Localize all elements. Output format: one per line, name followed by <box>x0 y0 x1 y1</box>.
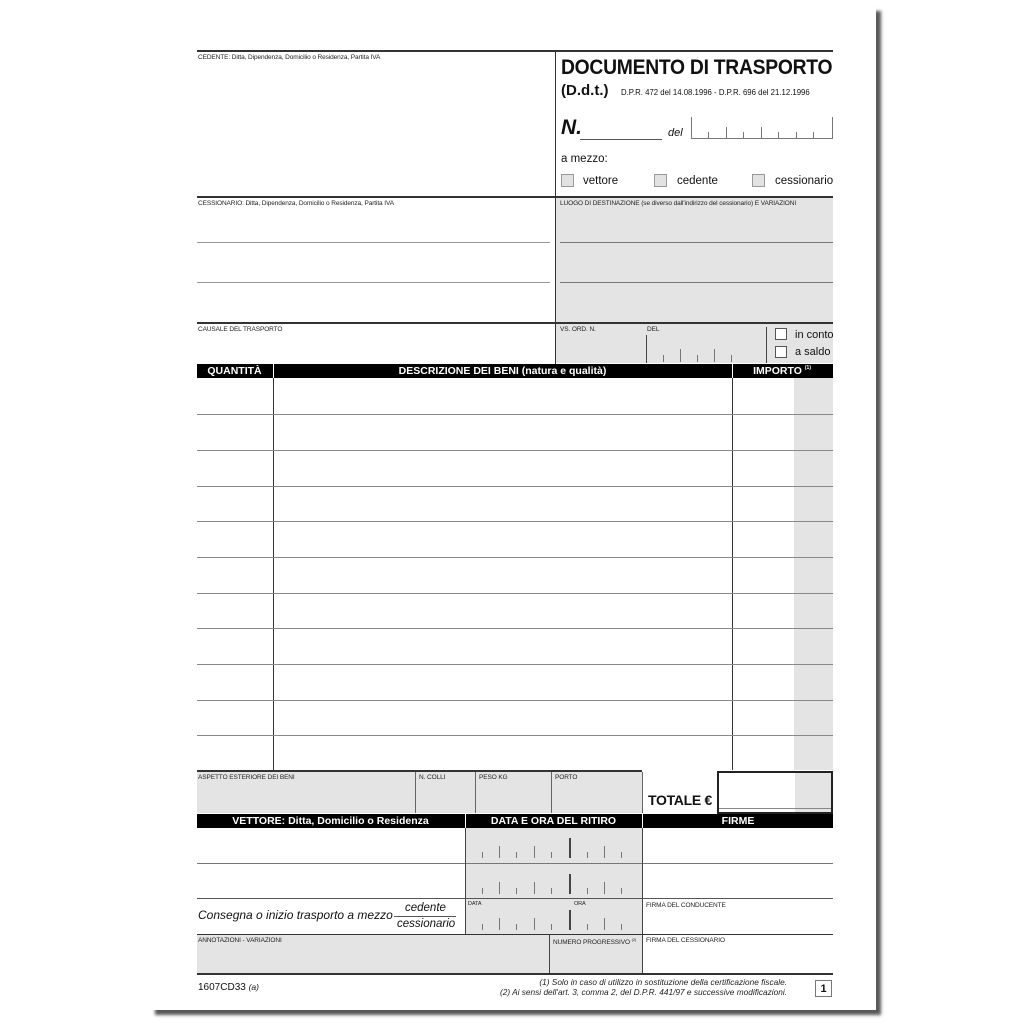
time-tick <box>621 852 622 858</box>
date-tick <box>482 924 483 930</box>
table-row[interactable] <box>197 665 833 700</box>
date-tick <box>731 355 732 362</box>
ritiro-header: DATA E ORA DEL RITIRO <box>466 814 641 828</box>
date-tick <box>534 882 535 894</box>
table-row[interactable] <box>197 487 833 521</box>
time-tick <box>587 888 588 894</box>
porto-label: PORTO <box>555 774 578 781</box>
table-row[interactable] <box>197 415 833 450</box>
number-input[interactable] <box>580 126 662 140</box>
number-label: N. <box>561 116 582 139</box>
order-number-label: VS. ORD. N. <box>560 326 596 333</box>
destinazione-line <box>560 282 833 283</box>
descrizione-column-header: DESCRIZIONE DEI BENI (natura e qualità) <box>274 364 731 378</box>
date-input[interactable] <box>691 117 833 139</box>
form-code-suffix: (a) <box>248 982 259 992</box>
importo-header-label: IMPORTO <box>753 365 802 377</box>
form-code <box>198 982 259 993</box>
aspetto-label: ASPETTO ESTERIORE DEI BENI <box>198 774 295 781</box>
numero-progressivo-text: NUMERO PROGRESSIVO <box>553 939 630 947</box>
consegna-datetime[interactable] <box>466 899 642 934</box>
date-tick <box>551 888 552 894</box>
firma-field-1[interactable] <box>643 828 833 863</box>
table-row[interactable] <box>197 701 833 735</box>
date-tick <box>813 132 814 138</box>
time-tick <box>587 852 588 858</box>
date-tick <box>778 132 779 138</box>
cedente-label: CEDENTE: Ditta, Dipendenza, Domicilio o Residenza, Partita IVA <box>198 54 381 61</box>
time-tick <box>587 924 588 930</box>
cessionario-option-label: cessionario <box>775 175 834 187</box>
transport-means-label: a mezzo: <box>561 153 608 165</box>
destinazione-label: LUOGO DI DESTINAZIONE (se diverso dall'indirizzo del cessionario) E VARIAZIONI <box>560 200 797 207</box>
vettore-checkbox[interactable] <box>561 174 574 187</box>
cessionario-line <box>197 282 550 283</box>
order-date-label: DEL <box>647 326 660 333</box>
page-number: 1 <box>815 980 832 997</box>
table-row[interactable] <box>197 558 833 593</box>
summary-divider <box>642 772 643 813</box>
firma-conducente-field[interactable] <box>643 899 833 934</box>
date-tick <box>551 852 552 858</box>
cessionario-field[interactable] <box>197 198 554 322</box>
footnote-2: (2) Ai sensi dell'art. 3, comma 2, del D.P.R. 441/97 e successive modificazioni. <box>499 987 787 997</box>
importo-column-header <box>733 364 833 378</box>
destinazione-line <box>560 242 833 243</box>
numero-progressivo-label <box>553 937 636 946</box>
colli-label: N. COLLI <box>419 774 446 781</box>
data-label: DATA <box>468 901 482 907</box>
totale-input[interactable] <box>717 771 833 814</box>
firma-conducente-label: FIRMA DEL CONDUCENTE <box>646 902 726 909</box>
date-time-separator <box>569 910 571 930</box>
cedente-checkbox[interactable] <box>654 174 667 187</box>
date-tick <box>680 349 681 362</box>
date-tick <box>482 852 483 858</box>
date-tick <box>663 355 664 362</box>
date-time-separator <box>569 838 571 858</box>
colli-field[interactable] <box>416 772 474 813</box>
cessionario-checkbox[interactable] <box>752 174 765 187</box>
totale-label: TOTALE € <box>648 792 712 808</box>
date-tick <box>499 846 500 858</box>
table-row[interactable] <box>197 594 833 628</box>
date-tick <box>499 882 500 894</box>
vettore-option-label: vettore <box>583 175 619 187</box>
cessionario-line <box>197 242 550 243</box>
importo-header-note: (1) <box>804 365 811 371</box>
date-tick <box>714 349 715 362</box>
time-tick <box>604 882 605 894</box>
causale-label: CAUSALE DEL TRASPORTO <box>198 326 283 333</box>
table-row[interactable] <box>197 451 833 486</box>
cessionario-label: CESSIONARIO: Ditta, Dipendenza, Domicilio o Residenza, Partita IVA <box>198 200 394 207</box>
in-conto-label: in conto <box>795 329 834 341</box>
quantita-column-header: QUANTITÀ <box>197 364 272 378</box>
a-saldo-label: a saldo <box>795 346 831 358</box>
date-tick <box>482 888 483 894</box>
date-tick <box>796 132 797 138</box>
date-time-separator <box>569 874 571 894</box>
ritiro-datetime-2[interactable] <box>466 864 642 898</box>
consegna-label: Consegna o inizio trasporto a mezzo <box>198 908 393 922</box>
date-tick <box>534 918 535 930</box>
time-tick <box>604 846 605 858</box>
cedente-option-label: cedente <box>677 175 718 187</box>
date-tick <box>551 924 552 930</box>
firma-cessionario-field[interactable] <box>643 935 833 973</box>
consegna-option-cedente[interactable]: cedente <box>405 902 446 914</box>
destinazione-field[interactable] <box>556 198 833 322</box>
date-tick <box>743 132 744 138</box>
firma-cessionario-label: FIRMA DEL CESSIONARIO <box>646 937 725 944</box>
firma-field-2[interactable] <box>643 864 833 898</box>
ora-label: ORA <box>574 901 586 907</box>
numero-progressivo-note: (2) <box>631 937 637 942</box>
annotazioni-label: ANNOTAZIONI - VARIAZIONI <box>198 937 282 944</box>
time-tick <box>604 918 605 930</box>
cedente-field[interactable] <box>197 52 554 196</box>
date-tick <box>697 355 698 362</box>
table-row[interactable] <box>197 522 833 557</box>
bottom-border <box>197 973 833 975</box>
date-tick <box>499 918 500 930</box>
date-tick <box>534 846 535 858</box>
consegna-option-cessionario[interactable]: cessionario <box>397 918 456 930</box>
table-row[interactable] <box>197 629 833 664</box>
a-saldo-checkbox[interactable] <box>775 346 787 358</box>
date-tick <box>516 852 517 858</box>
vettore-field-line-2[interactable] <box>197 864 464 898</box>
annotazioni-field[interactable] <box>197 935 548 973</box>
aspetto-field[interactable] <box>197 772 414 813</box>
order-date-input[interactable] <box>647 335 765 363</box>
porto-field[interactable] <box>552 772 642 813</box>
date-tick <box>708 132 709 138</box>
time-tick <box>621 888 622 894</box>
vettore-header: VETTORE: Ditta, Domicilio o Residenza <box>197 814 464 828</box>
totale-underline <box>719 808 831 809</box>
legal-reference: D.P.R. 472 del 14.08.1996 - D.P.R. 696 del 21.12.1996 <box>621 88 810 97</box>
document-title: DOCUMENTO DI TRASPORTO <box>561 56 833 79</box>
firme-header: FIRME <box>643 814 833 828</box>
vettore-field-line-1[interactable] <box>197 828 464 863</box>
date-tick <box>726 127 727 138</box>
date-tick <box>761 127 762 138</box>
order-options-divider <box>766 327 767 363</box>
peso-field[interactable] <box>476 772 550 813</box>
document-subtitle: (D.d.t.) <box>561 82 609 99</box>
peso-label: PESO KG <box>479 774 508 781</box>
causale-field[interactable] <box>197 324 554 364</box>
numero-progressivo-field[interactable] <box>550 935 642 973</box>
order-number-input[interactable] <box>556 335 645 363</box>
form-code-text: 1607CD33 <box>198 982 246 993</box>
in-conto-checkbox[interactable] <box>775 328 787 340</box>
footnote-1: (1) Solo in caso di utilizzo in sostituzione della certificazione fiscale. <box>539 977 787 987</box>
table-row[interactable] <box>197 736 833 770</box>
ritiro-datetime-1[interactable] <box>466 828 642 863</box>
date-tick <box>516 888 517 894</box>
time-tick <box>621 924 622 930</box>
fraction-line <box>394 916 456 917</box>
date-tick <box>516 924 517 930</box>
date-label: del <box>668 127 683 139</box>
table-row[interactable] <box>197 378 833 414</box>
